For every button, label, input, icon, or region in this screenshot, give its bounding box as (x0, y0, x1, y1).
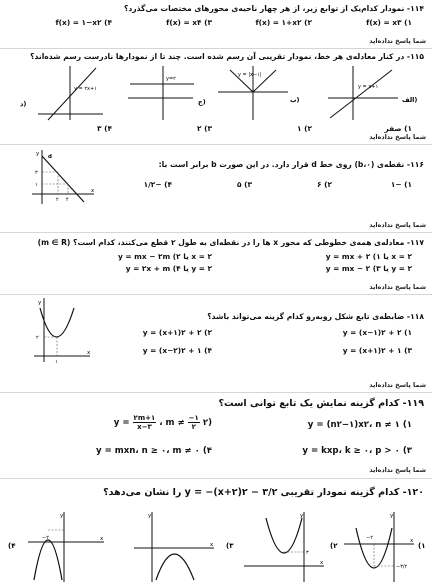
question-116-text: ۱۱۶- نقطه‌ی (۰،b) روی خط d قرار دارد. در این صورت b برابر است با: (158, 160, 424, 169)
q116-option-2[interactable]: ۲) ۶ (317, 180, 332, 189)
svg-text:ج): ج) (198, 98, 206, 106)
svg-text:(۴: (۴ (8, 542, 16, 550)
svg-text:۱: ۱ (35, 182, 38, 188)
question-119-text: ۱۱۹- کدام گزینه نمایش یک تابع توانی است؟ (218, 398, 424, 409)
q117-option-1[interactable]: x = ۲ یا y = mx + ۲ (۱ (325, 252, 412, 261)
unanswered-status-119: شما پاسخ نداده‌اید (369, 466, 426, 474)
svg-text:۱: ۱ (55, 359, 58, 365)
svg-text:x: x (210, 542, 214, 548)
question-120-text: ۱۲۰- کدام گزینه نمودار تقریبی y = −(x+۲)۲ − ۳/۲ را نشان می‌دهد؟ (103, 487, 424, 498)
svg-text:(۳: (۳ (226, 542, 234, 550)
q115-graph-d (20, 66, 103, 120)
q114-option-4[interactable]: f(x) = ۱−x۲ (۴ (55, 18, 112, 27)
q119-option-2[interactable] (114, 414, 212, 431)
divider (0, 232, 432, 233)
svg-text:y: y (148, 513, 152, 519)
q115-graph-c (128, 66, 206, 120)
q119-option-3[interactable]: y = kxp، k ≥ ۰، p > ۰ (۳ (302, 446, 412, 456)
q119-option-4[interactable]: y = mxn، n ≥ ۰، m ≠ ۰ (۴ (95, 446, 212, 456)
q115-graphs (8, 62, 428, 124)
q118-option-3[interactable]: y = (x+۱)۲ + ۱ (۳ (342, 346, 412, 355)
divider (0, 478, 432, 479)
svg-text:y: y (60, 513, 64, 519)
unanswered-status-118: شما پاسخ نداده‌اید (369, 381, 426, 389)
svg-text:x: x (100, 536, 104, 542)
divider (0, 48, 432, 49)
q118-option-4[interactable]: y = (x−۲)۲ + ۱ (۴ (142, 346, 212, 355)
svg-text:y=۲: y=۲ (166, 76, 176, 82)
svg-text:y: y (36, 151, 40, 157)
q118-option-1[interactable]: y = (x−۱)۲ + ۲ (۱ (342, 328, 412, 337)
svg-text:۲: ۲ (36, 335, 39, 341)
q118-option-2[interactable]: y = (x+۱)۲ + ۲ (۲ (142, 328, 212, 337)
q120-option-2-graph (244, 512, 338, 582)
q114-option-2[interactable]: f(x) = ۱+x۲ (۲ (255, 18, 312, 27)
divider (0, 144, 432, 145)
q114-option-1[interactable]: f(x) = x۳ (۱ (366, 18, 412, 27)
q117-option-3[interactable]: y = ۲ یا y = mx − ۲ (۳ (325, 264, 412, 273)
q115-option-1[interactable]: ۱) صفر (384, 124, 412, 133)
svg-text:۲: ۲ (56, 197, 59, 203)
svg-text:۳: ۳ (306, 550, 309, 556)
q116-option-4[interactable]: ۴) −۱/۲ (143, 180, 172, 189)
svg-text:۳: ۳ (35, 170, 38, 176)
q120-option-3-graph (134, 512, 234, 582)
svg-text:x: x (91, 188, 95, 194)
q118-graph (30, 296, 94, 366)
svg-text:y = |x−۱|: y = |x−۱| (238, 72, 262, 78)
q115-graph-b (218, 66, 300, 120)
q115-graph-a (328, 66, 417, 120)
svg-text:(۱: (۱ (418, 542, 426, 550)
svg-text:−۲: −۲ (42, 535, 49, 541)
unanswered-status-117: شما پاسخ نداده‌اید (369, 283, 426, 291)
unanswered-status-116: شما پاسخ نداده‌اید (369, 221, 426, 229)
svg-text:y: y (38, 300, 42, 306)
q117-option-4[interactable]: y = ۲ یا y = ۲x + m (۴ (125, 264, 212, 273)
svg-text:y: y (300, 513, 304, 519)
q116-option-1[interactable]: ۱) −۱ (390, 180, 412, 189)
svg-text:الف): الف) (402, 96, 418, 104)
unanswered-status-114: شما پاسخ نداده‌اید (369, 37, 426, 45)
question-118-text: ۱۱۸- ضابطه‌ی تابع شکل روبه‌رو کدام گزینه می‌تواند باشد؟ (207, 312, 424, 321)
q116-option-3[interactable]: ۳) ۵ (237, 180, 252, 189)
question-114-text: ۱۱۴- نمودار کدام‌یک از توابع زیر، از هر چهار ناحیه‌ی محورهای مختصات می‌گذرد؟ (123, 4, 424, 13)
question-115-text: ۱۱۵- در کنار معادله‌ی هر خط، نمودار تقریبی آن رسم شده است. چند تا از نمودارها نادرست رسم شده‌اند؟ (30, 52, 424, 61)
divider (0, 294, 432, 295)
q115-option-3[interactable]: ۳) ۲ (197, 124, 212, 133)
divider (0, 392, 432, 393)
svg-text:−۲: −۲ (366, 535, 373, 541)
q120-graphs (4, 508, 428, 586)
svg-text:د): د) (20, 100, 27, 108)
q117-option-2[interactable]: x = ۲ یا y = mx − ۲m (۲ (118, 252, 212, 261)
q120-option-4-graph (8, 512, 104, 582)
svg-text:d: d (48, 154, 52, 160)
svg-text:−۳/۲: −۳/۲ (396, 564, 408, 570)
svg-text:x: x (320, 560, 324, 566)
svg-text:y: y (390, 513, 394, 519)
q115-option-2[interactable]: ۲) ۱ (297, 124, 312, 133)
svg-text:x: x (87, 350, 91, 356)
svg-text:۴: ۴ (66, 197, 69, 203)
svg-text:y = x+۱: y = x+۱ (358, 84, 379, 90)
q114-option-3[interactable]: f(x) = x۴ (۳ (166, 18, 212, 27)
q120-option-1-graph (344, 512, 425, 582)
svg-text:y = ۲x+۱: y = ۲x+۱ (74, 86, 97, 92)
svg-text:x: x (410, 538, 414, 544)
unanswered-status-115: شما پاسخ نداده‌اید (369, 133, 426, 141)
question-117-text: ۱۱۷- معادله‌ی همه‌ی خطوطی که محور x ها را در نقطه‌ای به طول ۲ قطع می‌کنند، کدام است؟ (m ∈ R) (37, 238, 424, 247)
q119-option-2-number: (۲ (202, 418, 212, 428)
q119-option-1[interactable]: y = (n۲−۱)x۲، n ≠ ۱ (۱ (307, 420, 412, 430)
q119-option-2-formula: y = $\frac{۲m+۱}{x-۳}$ ، m ≠ $\frac{-۱}{۲}$ (113, 414, 199, 431)
q116-graph (28, 148, 98, 206)
q115-option-4[interactable]: ۴) ۳ (97, 124, 112, 133)
svg-text:ب): ب) (290, 96, 300, 104)
svg-text:(۲: (۲ (330, 542, 338, 550)
